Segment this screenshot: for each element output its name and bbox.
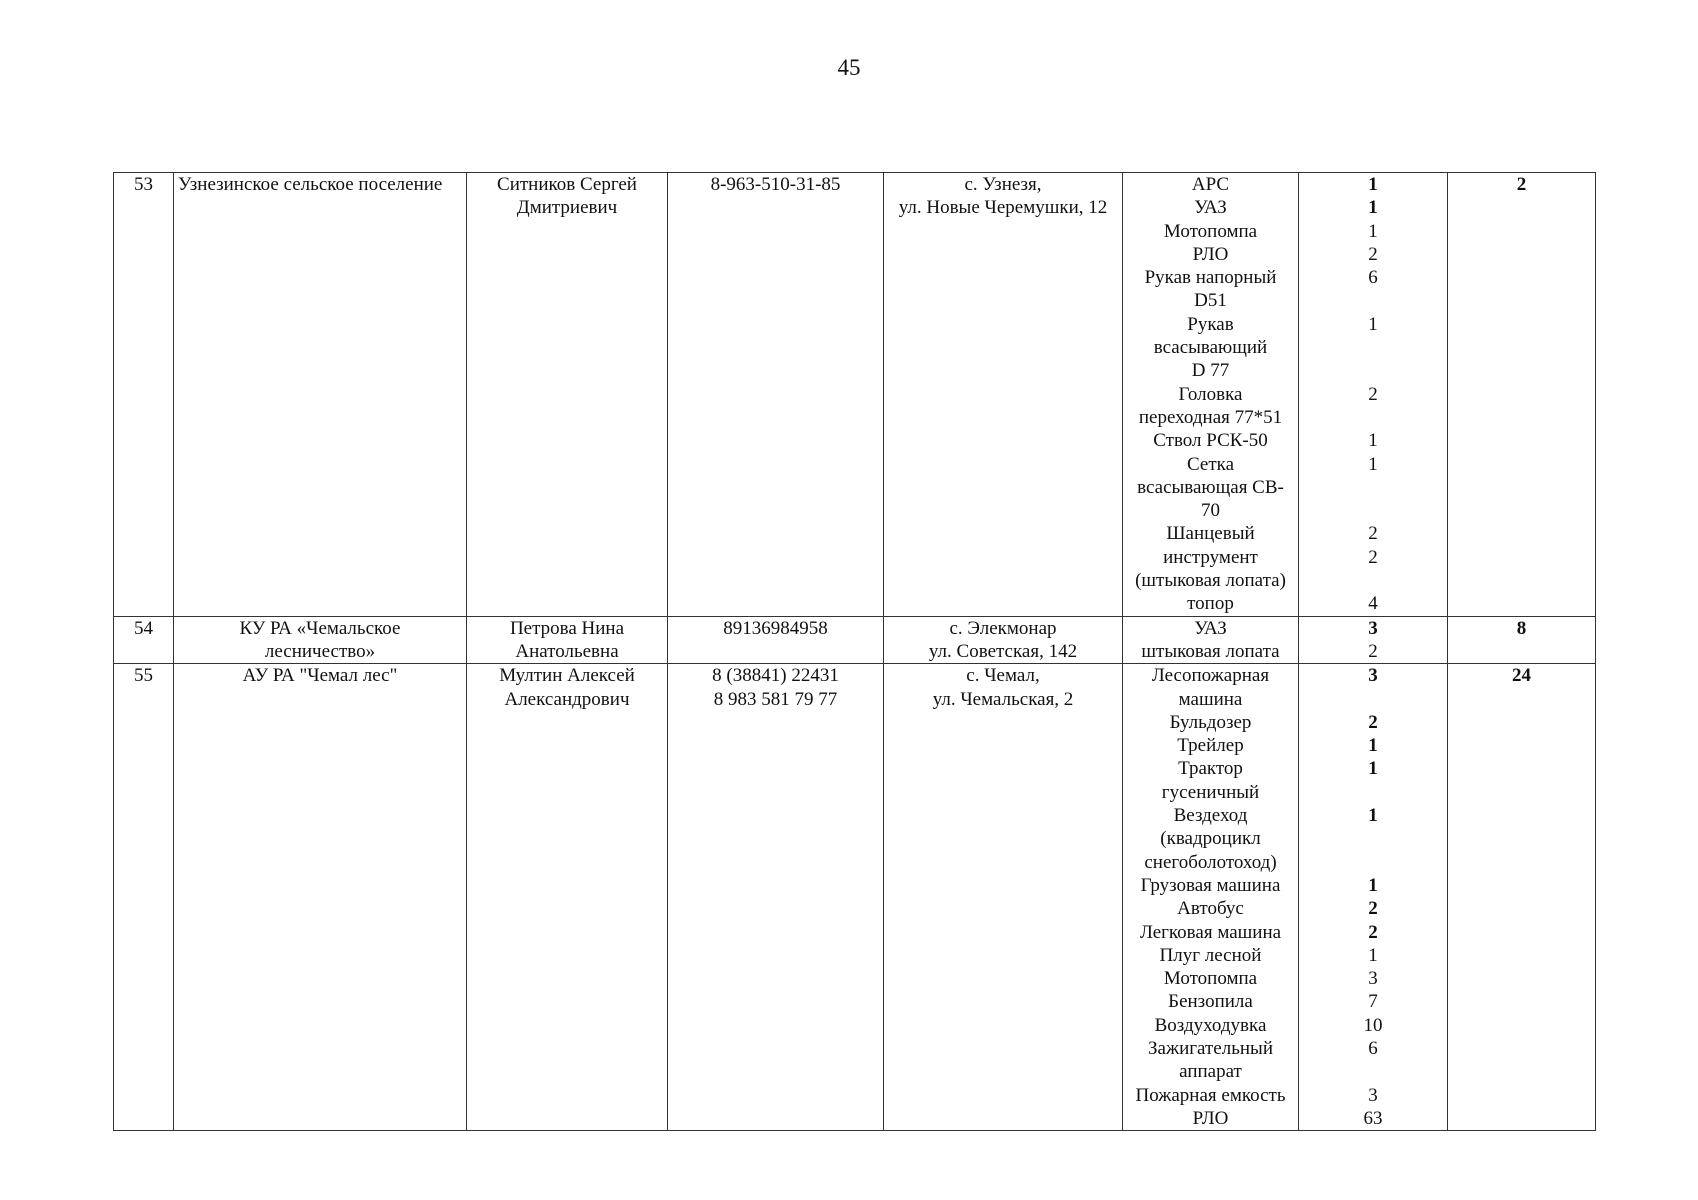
- quantities-line: 1: [1368, 758, 1378, 780]
- total-cell: [1448, 173, 1596, 617]
- quantities-line: [1301, 569, 1445, 592]
- equipment-cell: [1123, 616, 1299, 664]
- equipment-line: Грузовая машина: [1140, 874, 1281, 896]
- equipment-line: всасывающая СВ-: [1137, 476, 1284, 498]
- org-line: АУ РА "Чемал лес": [242, 665, 398, 687]
- quantities-line: 6: [1368, 267, 1378, 289]
- quantities-line: 3: [1368, 968, 1378, 990]
- total-value: 8: [1516, 617, 1527, 639]
- quantities-line: [1301, 781, 1445, 804]
- equipment-line: Вездеход: [1173, 805, 1248, 827]
- equipment-line: топор: [1187, 593, 1234, 615]
- address-line: с. Узнезя,: [964, 174, 1042, 195]
- quantities-line: 1: [1368, 313, 1378, 335]
- table-row: [114, 616, 1596, 664]
- quantities-line: [1301, 499, 1445, 522]
- quantities-line: 2: [1368, 243, 1378, 265]
- equipment-line: УАЗ: [1194, 197, 1227, 219]
- quantities-line: [1301, 336, 1445, 359]
- num-value: 55: [134, 665, 153, 687]
- equipment-line: Легковая машина: [1139, 921, 1282, 943]
- equipment-line: Мотопомпа: [1163, 220, 1258, 242]
- quantities-line: 1: [1368, 805, 1378, 827]
- equipment-line: АРС: [1191, 174, 1230, 195]
- quantities-line: 3: [1368, 1084, 1378, 1106]
- quantities-line: 1: [1368, 874, 1378, 896]
- row-number-cell: [114, 173, 174, 617]
- quantities-line: 10: [1363, 1014, 1383, 1036]
- org-line: лесничество»: [264, 640, 376, 662]
- equipment-line: инструмент: [1163, 546, 1258, 568]
- equipment-cell: [1123, 664, 1299, 1131]
- equipment-line: Сетка: [1186, 453, 1235, 475]
- equipment-line: D51: [1194, 290, 1227, 312]
- contact-line: Анатольевна: [515, 640, 619, 662]
- address-line: ул. Новые Черемушки, 12: [898, 197, 1108, 219]
- quantities-line: [1301, 851, 1445, 874]
- equipment-line: Автобус: [1177, 898, 1244, 920]
- equipment-cell: [1123, 173, 1299, 617]
- page-number: 45: [837, 55, 861, 80]
- equipment-line: Плуг лесной: [1159, 944, 1262, 966]
- contact-person-cell: [467, 173, 668, 617]
- contact-line: Петрова Нина: [509, 617, 625, 639]
- contact-line: Александрович: [504, 688, 630, 710]
- equipment-line: аппарат: [1179, 1061, 1242, 1083]
- quantities-line: 1: [1368, 174, 1378, 195]
- quantities-line: [1301, 476, 1445, 499]
- equipment-line: Бульдозер: [1169, 711, 1252, 733]
- quantities-line: 1: [1368, 430, 1378, 452]
- row-number-cell: [114, 664, 174, 1131]
- quantities-line: 3: [1368, 665, 1378, 687]
- quantities-line: 1: [1368, 197, 1378, 219]
- quantities-line: 6: [1368, 1037, 1378, 1059]
- equipment-line: Рукав напорный: [1144, 267, 1277, 289]
- address-cell: [884, 664, 1123, 1131]
- equipment-line: Бензопила: [1168, 991, 1253, 1013]
- equipment-line: всасывающий: [1153, 337, 1268, 359]
- equipment-line: 70: [1201, 500, 1220, 522]
- equipment-registry-table: [113, 172, 1596, 1131]
- quantities-line: 1: [1368, 220, 1378, 242]
- total-cell: [1448, 664, 1596, 1131]
- contact-line: Мултин Алексей: [499, 665, 635, 687]
- phone-line: 8-963-510-31-85: [710, 174, 841, 195]
- quantities-line: 63: [1363, 1107, 1383, 1129]
- quantity-cell: [1299, 173, 1448, 617]
- quantities-line: 2: [1368, 711, 1378, 733]
- phone-cell: [668, 616, 884, 664]
- quantities-line: 2: [1368, 898, 1378, 920]
- equipment-line: Лесопожарная: [1151, 665, 1270, 687]
- contact-person-cell: [467, 616, 668, 664]
- quantities-line: [1301, 1060, 1445, 1083]
- phone-cell: [668, 664, 884, 1131]
- organization-cell: [174, 664, 467, 1131]
- table-row: [114, 173, 1596, 617]
- quantities-line: 1: [1368, 453, 1378, 475]
- equipment-line: Зажигательный: [1148, 1037, 1273, 1059]
- contact-person-cell: [467, 664, 668, 1131]
- quantities-line: 7: [1368, 991, 1378, 1013]
- address-line: с. Чемал,: [966, 665, 1040, 687]
- address-line: ул. Чемальская, 2: [932, 688, 1074, 710]
- organization-cell: [174, 616, 467, 664]
- phone-cell: [668, 173, 884, 617]
- equipment-line: гусеничный: [1161, 781, 1260, 803]
- quantities-line: 1: [1368, 944, 1378, 966]
- quantities-line: 3: [1368, 617, 1378, 639]
- num-value: 53: [134, 174, 153, 195]
- registry-body: [114, 173, 1596, 1131]
- quantities-line: 2: [1368, 383, 1378, 405]
- address-cell: [884, 173, 1123, 617]
- row-number-cell: [114, 616, 174, 664]
- contact-line: Дмитриевич: [516, 197, 618, 219]
- total-value: 2: [1516, 174, 1527, 195]
- quantities-line: 2: [1368, 640, 1378, 662]
- address-cell: [884, 616, 1123, 664]
- phone-line: 8 (38841) 22431: [712, 665, 839, 687]
- quantities-line: [1301, 289, 1445, 312]
- total-cell: [1448, 616, 1596, 664]
- quantities-line: [1301, 406, 1445, 429]
- equipment-line: машина: [1178, 688, 1243, 710]
- equipment-line: УАЗ: [1194, 617, 1227, 639]
- quantities-line: 2: [1368, 921, 1378, 943]
- num-value: 54: [134, 617, 153, 639]
- quantities-line: 2: [1368, 546, 1378, 568]
- equipment-line: Трейлер: [1177, 735, 1244, 757]
- equipment-line: Рукав: [1187, 313, 1234, 335]
- organization-cell: [174, 173, 467, 617]
- equipment-line: Мотопомпа: [1163, 968, 1258, 990]
- quantities-line: [1301, 688, 1445, 711]
- equipment-line: переходная 77*51: [1138, 406, 1283, 428]
- phone-line: 89136984958: [723, 617, 828, 639]
- equipment-line: Головка: [1178, 383, 1243, 405]
- org-line: КУ РА «Чемальское: [239, 617, 401, 639]
- equipment-line: Ствол РСК-50: [1153, 430, 1268, 452]
- equipment-line: (квадроцикл: [1160, 828, 1261, 850]
- quantities-line: [1301, 359, 1445, 382]
- quantities-line: 1: [1368, 735, 1378, 757]
- equipment-line: D 77: [1191, 360, 1230, 382]
- quantity-cell: [1299, 664, 1448, 1131]
- total-value: 24: [1512, 665, 1531, 687]
- contact-line: Ситников Сергей: [497, 174, 637, 195]
- phone-line: 8 983 581 79 77: [713, 688, 838, 710]
- equipment-line: РЛО: [1192, 1107, 1229, 1129]
- equipment-line: Пожарная емкость: [1135, 1084, 1286, 1106]
- equipment-line: снегоболотоход): [1144, 851, 1277, 873]
- quantities-line: 2: [1368, 523, 1378, 545]
- quantities-line: [1301, 827, 1445, 850]
- quantities-line: 4: [1368, 593, 1378, 615]
- org-line: Узнезинское сельское поселение: [178, 174, 443, 195]
- equipment-line: Трактор: [1178, 758, 1243, 780]
- equipment-line: РЛО: [1192, 243, 1229, 265]
- table-row: [114, 664, 1596, 1131]
- equipment-line: Шанцевый: [1166, 523, 1255, 545]
- address-line: с. Элекмонар: [949, 617, 1057, 639]
- quantity-cell: [1299, 616, 1448, 664]
- equipment-line: штыковая лопата: [1141, 640, 1280, 662]
- equipment-line: Воздуходувка: [1154, 1014, 1267, 1036]
- address-line: ул. Советская, 142: [928, 640, 1078, 662]
- equipment-line: (штыковая лопата): [1135, 570, 1286, 592]
